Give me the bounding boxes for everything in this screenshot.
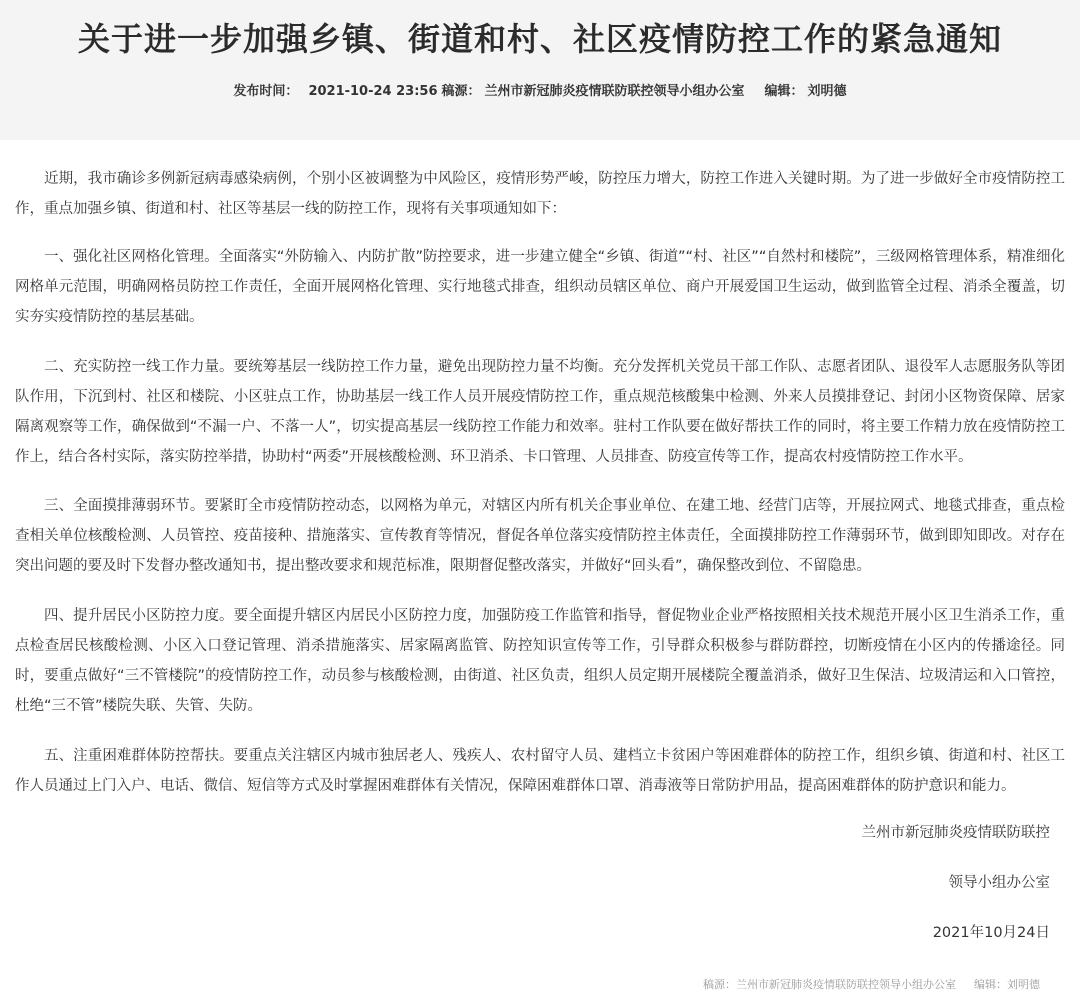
signature-org-line2: 领导小组办公室 bbox=[948, 875, 1050, 891]
published-value: 2021-10-24 23:56 bbox=[308, 84, 438, 99]
source-value: 兰州市新冠肺炎疫情联防联控领导小组办公室 bbox=[484, 84, 745, 99]
paragraph-2: 二、充实防控一线工作力量。要统筹基层一线防控工作力量，避免出现防控力量不均衡。充分发挥机关党员干部工作队、志愿者团队、退役军人志愿服务队等团队作用，下沉到村、社区和楼院、小区驻点工作，协助基层一线工作人员开展疫情防控工作，重点规范核酸集中检测、外来人员摸排登记、封闭小区物资保障、居家隔离观察等工作，确保做到“不漏一户、不落一人”，切实提高基层一线防控工作能力和效率。驻村工作队要在做好帮扶工作的同时，将主要工作精力放在疫情防控工作上，结合各村实际，落实防控举措，协助村“两委”开展核酸检测、环卫消杀、卡口管理、人员排查、防疫宣传等工作，提高农村疫情防控工作水平。 bbox=[15, 359, 1065, 465]
footer-credits bbox=[703, 976, 1040, 992]
paragraph-5: 五、注重困难群体防控帮扶。要重点关注辖区内城市独居老人、残疾人、农村留守人员、建档立卡贫困户等困难群体的防控工作，组织乡镇、街道和村、社区工作人员通过上门入户、电话、微信、短信等方式及时掌握困难群体有关情况，保障困难群体口罩、消毒液等日常防护用品，提高困难群体的防护意识和能力。 bbox=[15, 748, 1065, 794]
footer-editor-value: 刘明德 bbox=[1007, 978, 1040, 991]
published-label: 发布时间： bbox=[233, 84, 299, 99]
footer-source-label: 稿源： bbox=[703, 978, 736, 991]
signature-org-line1: 兰州市新冠肺炎疫情联防联控 bbox=[861, 825, 1050, 841]
article-header bbox=[0, 0, 1080, 140]
paragraph-intro: 近期，我市确诊多例新冠病毒感染病例，个别小区被调整为中风险区，疫情形势严峻，防控压力增大，防控工作进入关键时期。为了进一步做好全市疫情防控工作，重点加强乡镇、街道和村、社区等基层一线的防控工作，现将有关事项通知如下： bbox=[15, 171, 1065, 217]
source-label: 稿源： bbox=[441, 84, 481, 99]
paragraph-1: 一、强化社区网格化管理。全面落实“外防输入、内防扩散”防控要求，进一步建立健全“乡镇、街道”“村、社区”“自然村和楼院”，三级网格管理体系，精准细化网格单元范围，明确网格员防控工作责任，全面开展网格化管理、实行地毯式排查，组织动员辖区单位、商户开展爱国卫生运动，做到监管全过程、消杀全覆盖，切实夯实疫情防控的基层基础。 bbox=[15, 249, 1065, 325]
footer-editor-label: 编辑： bbox=[974, 978, 1007, 991]
paragraph-4: 四、提升居民小区防控力度。要全面提升辖区内居民小区防控力度，加强防疫工作监管和指导，督促物业企业严格按照相关技术规范开展小区卫生消杀工作，重点检查居民核酸检测、小区入口登记管理、消杀措施落实、居家隔离监管、防控知识宣传等工作，引导群众积极参与群防群控，切断疫情在小区内的传播途径。同时，要重点做好“三不管楼院”的疫情防控工作，动员参与核酸检测，由街道、社区负责，组织人员定期开展楼院全覆盖消杀，做好卫生保洁、垃圾清运和入口管控，杜绝“三不管”楼院失联、失管、失防。 bbox=[15, 608, 1065, 714]
article-title: 关于进一步加强乡镇、街道和村、社区疫情防控工作的紧急通知 bbox=[77, 20, 1002, 58]
paragraph-3: 三、全面摸排薄弱环节。要紧盯全市疫情防控动态，以网格为单元，对辖区内所有机关企事业单位、在建工地、经营门店等，开展拉网式、地毯式排查，重点检查相关单位核酸检测、人员管控、疫苗接种、措施落实、宣传教育等情况，督促各单位落实疫情防控主体责任，全面摸排防控工作薄弱环节，做到即知即改。对存在突出问题的要及时下发督办整改通知书，提出整改要求和规范标准，限期督促整改落实，并做好“回头看”，确保整改到位、不留隐患。 bbox=[15, 498, 1065, 574]
editor-label: 编辑： bbox=[764, 84, 804, 99]
signature-date: 2021年10月24日 bbox=[932, 925, 1050, 941]
footer-source-value: 兰州市新冠肺炎疫情联防联控领导小组办公室 bbox=[736, 978, 956, 991]
editor-value: 刘明德 bbox=[807, 84, 847, 99]
article-meta bbox=[0, 82, 1080, 102]
